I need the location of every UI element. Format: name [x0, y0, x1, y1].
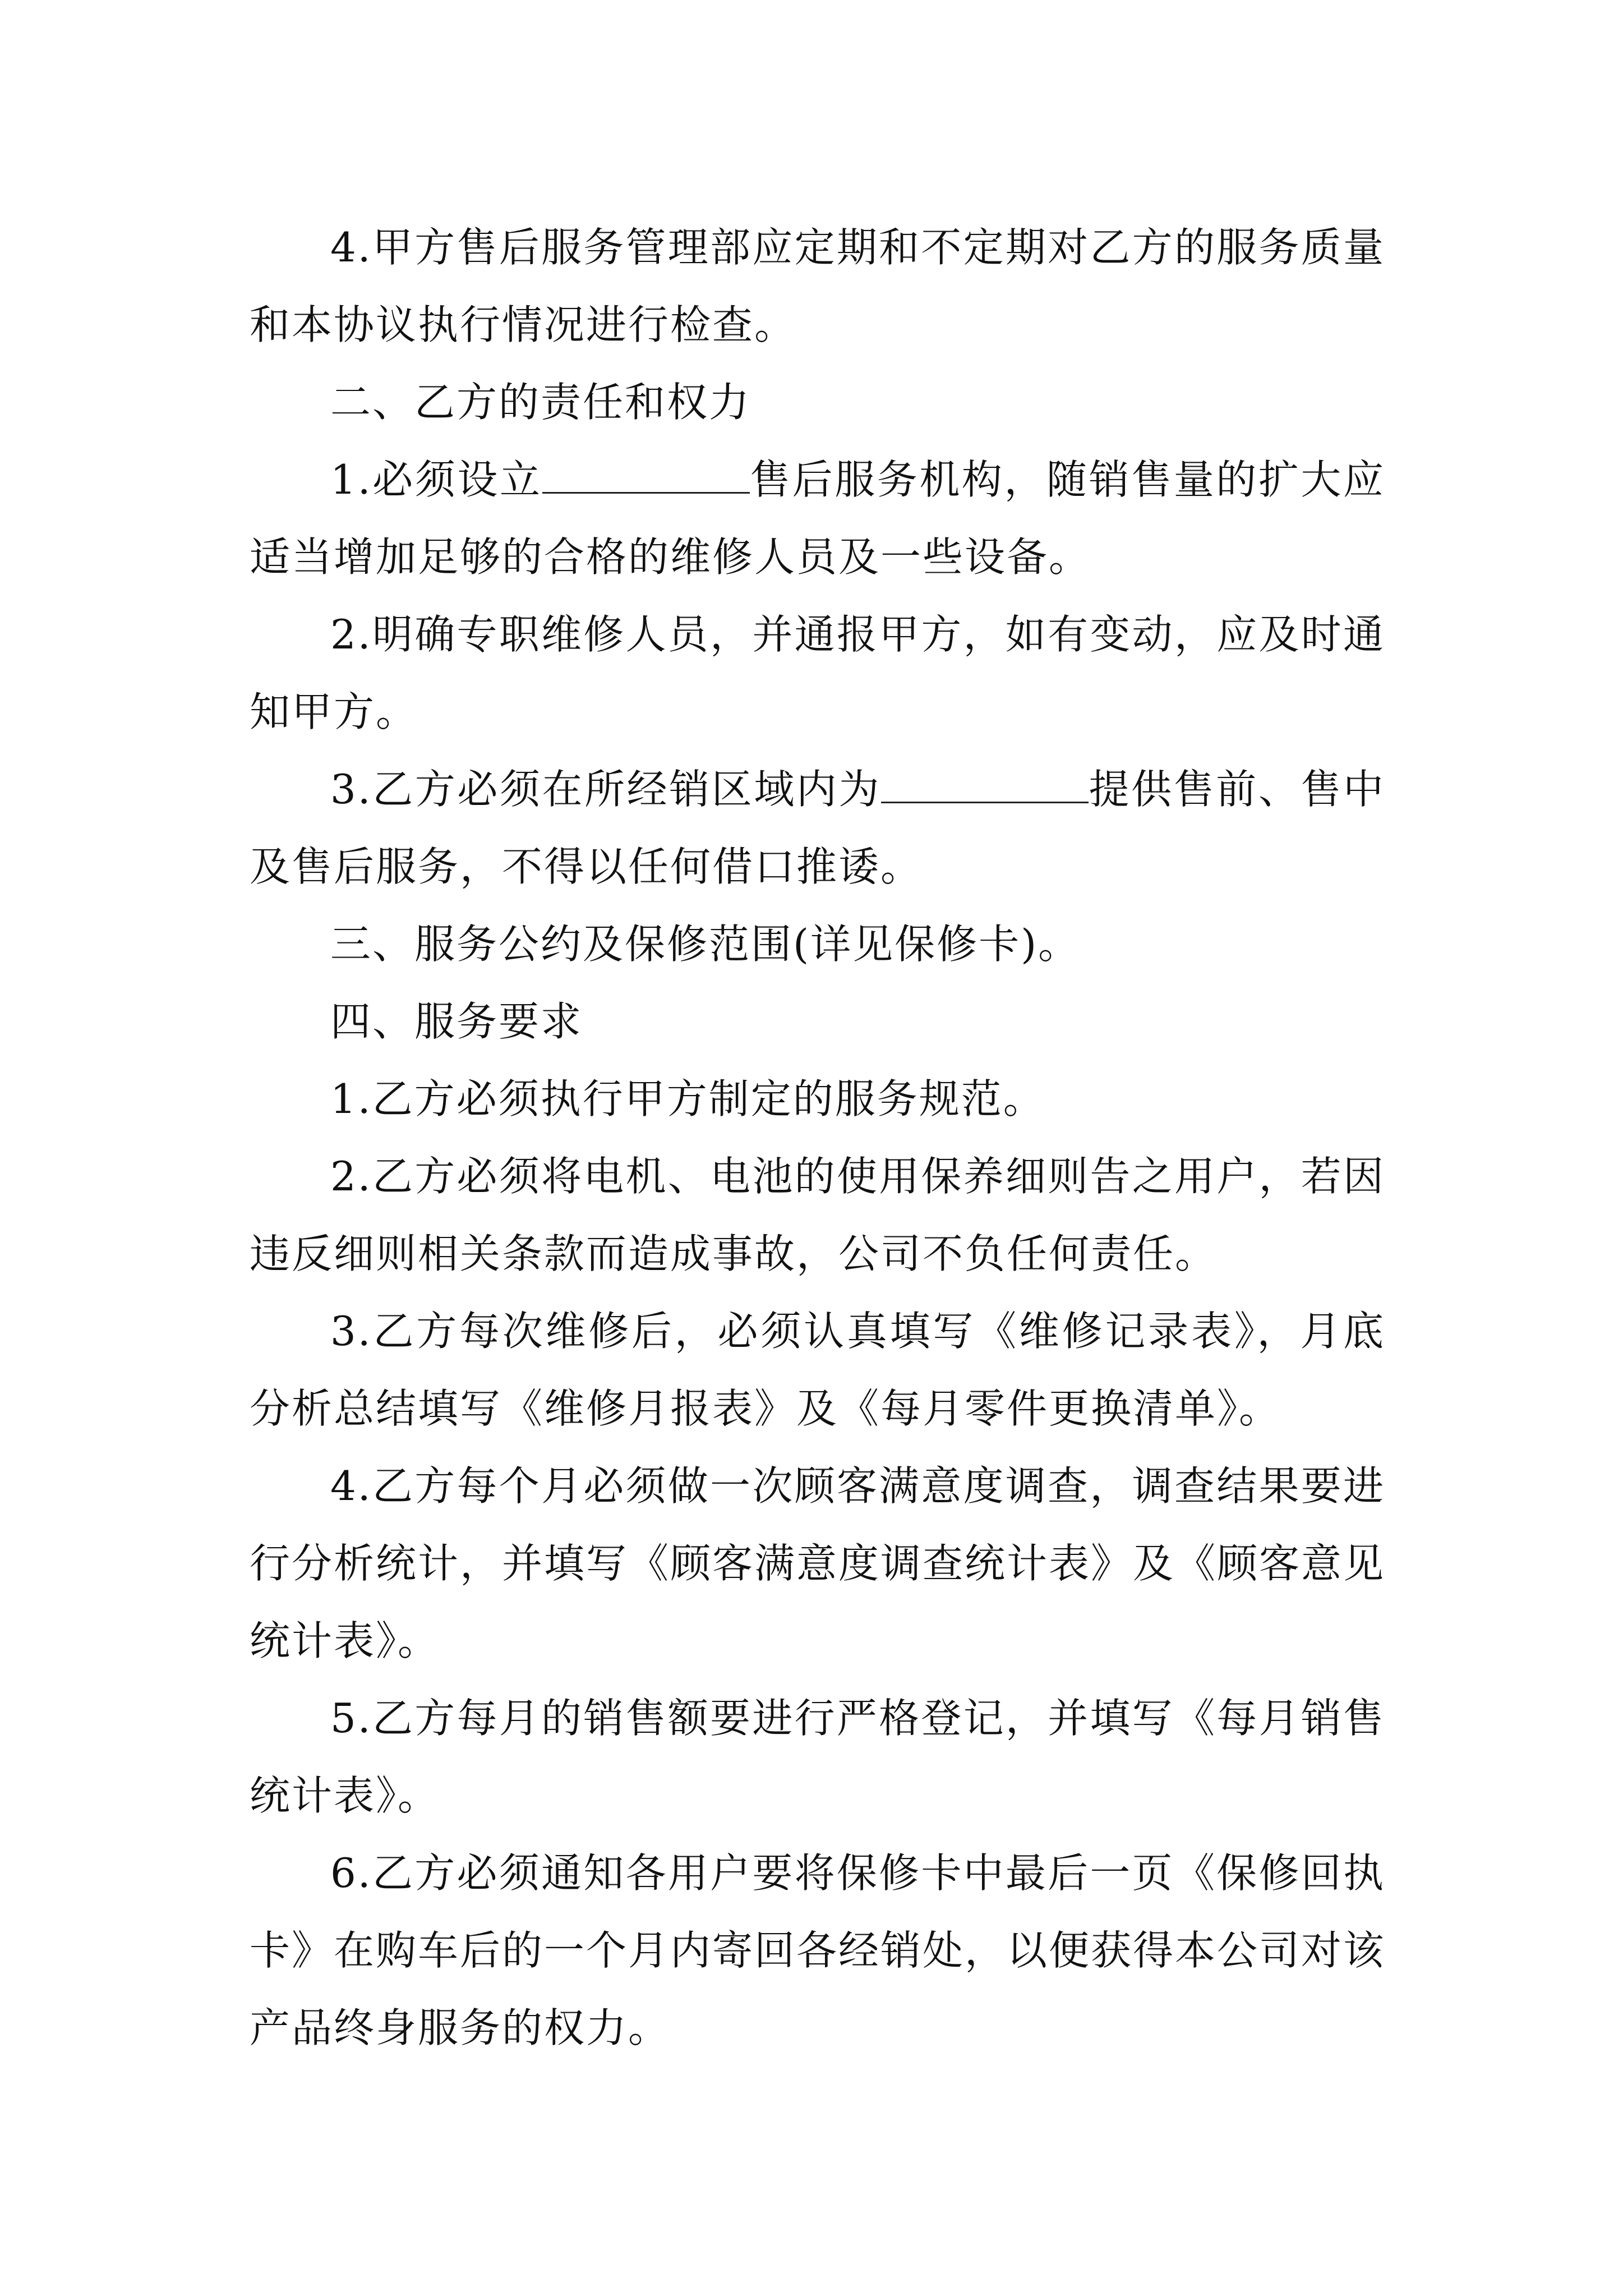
section-heading-2: 二、乙方的责任和权力: [330, 379, 751, 426]
section-heading-3: 三、服务公约及保修范围(详见保修卡)。: [330, 921, 1081, 968]
requirement-2: 2.乙方必须将电机、电池的使用保养细则告之用户，若因违反细则相关条款而造成事故，公司不负任何责任。: [250, 1153, 1385, 1277]
requirement-5: 5.乙方每月的销售额要进行严格登记，并填写《每月销售统计表》。: [250, 1695, 1385, 1819]
paragraph-text: 售后服务机构，随销售量的扩大应适当增加足够的合格的维修人员及一些设备。: [250, 456, 1385, 581]
section-heading-4: 四、服务要求: [330, 998, 583, 1045]
paragraph-text: 提供售前、售中及售后服务，不得以任何借口推诿。: [250, 766, 1385, 890]
requirement-6: 6.乙方必须通知各用户要将保修卡中最后一页《保修回执卡》在购车后的一个月内寄回各经销处，以便获得本公司对该产品终身服务的权力。: [250, 1849, 1386, 2051]
document-page: [250, 209, 1385, 2067]
paragraph-3-service-area: [250, 751, 1385, 905]
requirement-1: 1.乙方必须执行甲方制定的服务规范。: [330, 1075, 1045, 1122]
paragraph-text: 1.必须设立: [330, 456, 542, 503]
paragraph-1-service-org: [250, 441, 1385, 596]
requirement-4: 4.乙方每个月必须做一次顾客满意度调查，调查结果要进行分析统计，并填写《顾客满意度调查统计表》及《顾客意见统计表》。: [250, 1462, 1386, 1664]
paragraph-4-inspection: 4.甲方售后服务管理部应定期和不定期对乙方的服务质量和本协议执行情况进行检查。: [250, 224, 1385, 348]
requirement-3: 3.乙方每次维修后，必须认真填写《维修记录表》，月底分析总结填写《维修月报表》及《每月零件更换清单》。: [250, 1308, 1385, 1432]
fill-in-blank[interactable]: [542, 456, 750, 494]
paragraph-text: 3.乙方必须在所经销区域内为: [330, 766, 882, 813]
paragraph-2-staff: 2.明确专职维修人员，并通报甲方，如有变动，应及时通知甲方。: [250, 611, 1385, 735]
fill-in-blank[interactable]: [881, 766, 1089, 803]
